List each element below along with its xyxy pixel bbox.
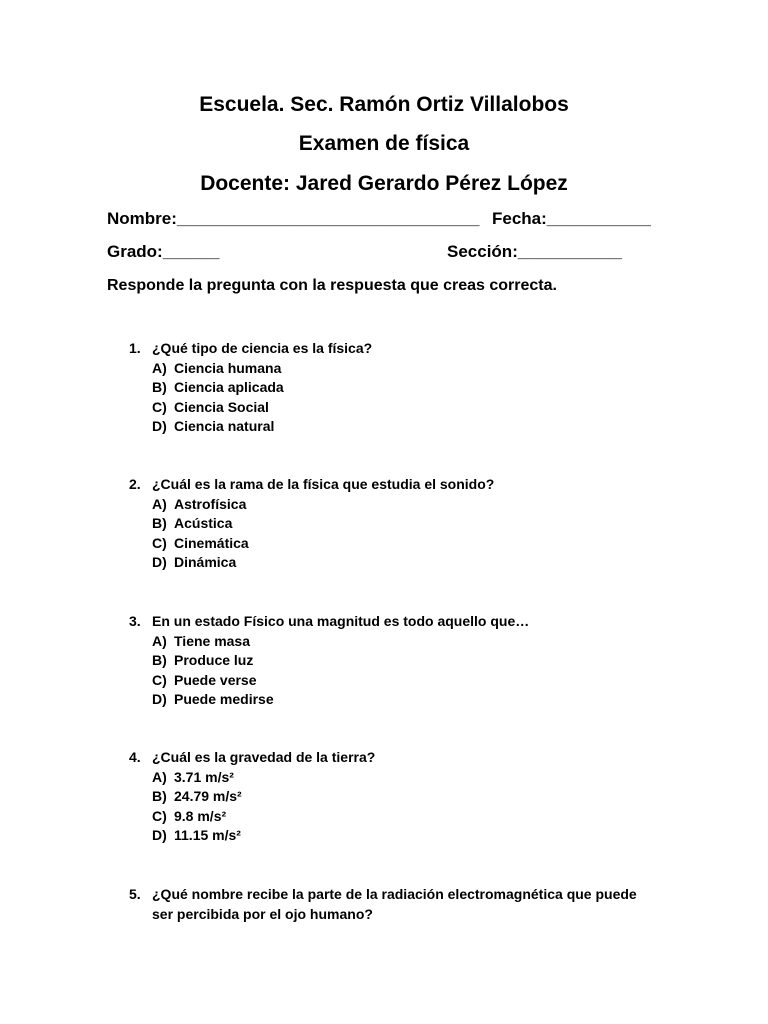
question-text: ¿Qué nombre recibe la parte de la radiación electromagnética que puede ser percibida por el ojo humano? (152, 886, 637, 922)
school-name: Escuela. Sec. Ramón Ortiz Villalobos (199, 93, 569, 116)
option-text: 3.71 m/s² (174, 768, 234, 785)
answer-option (129, 651, 649, 671)
option-text: Puede verse (174, 671, 257, 688)
answer-option (129, 495, 649, 515)
option-text: Tiene masa (174, 632, 251, 649)
question-number: 1. (129, 340, 141, 356)
question-text: En un estado Físico una magnitud es todo aquello que… (152, 613, 530, 629)
option-letter: A) (152, 632, 167, 649)
question-number: 5. (129, 886, 141, 902)
answer-option (129, 534, 649, 554)
option-letter: D) (152, 418, 167, 434)
option-text: Ciencia humana (174, 359, 282, 376)
exam-title: Examen de física (298, 132, 470, 155)
option-letter: A) (152, 495, 167, 512)
answer-option (129, 514, 649, 534)
answer-option (129, 359, 649, 379)
question-number: 3. (129, 613, 141, 629)
option-letter: D) (152, 691, 167, 707)
answer-option (129, 768, 649, 788)
option-text: Ciencia natural (174, 418, 275, 434)
option-text: Astrofísica (174, 495, 247, 512)
date-field: Fecha:___________ (492, 209, 651, 228)
option-letter: D) (152, 554, 167, 570)
question (129, 475, 649, 573)
question-number: 4. (129, 749, 141, 765)
answer-option (129, 632, 649, 652)
answer-option (129, 417, 649, 437)
option-letter: A) (152, 359, 167, 376)
grade-field: Grado:______ (107, 242, 220, 261)
answer-option (129, 787, 649, 807)
option-text: Produce luz (174, 652, 254, 668)
option-text: Ciencia Social (174, 398, 269, 415)
question (129, 612, 649, 710)
section-field: Sección:___________ (447, 242, 622, 261)
question-text: ¿Qué tipo de ciencia es la física? (152, 340, 373, 356)
answer-option (129, 671, 649, 691)
option-text: 24.79 m/s² (174, 788, 242, 804)
question (129, 885, 649, 924)
option-text: Puede medirse (174, 691, 274, 707)
option-letter: B) (152, 788, 167, 804)
answer-option (129, 826, 649, 846)
name-field: Nombre:________________________________ (107, 209, 480, 228)
option-letter: B) (152, 515, 167, 531)
option-text: 9.8 m/s² (174, 807, 227, 824)
option-letter: C) (152, 398, 167, 415)
question-number: 2. (129, 476, 141, 492)
option-letter: D) (152, 827, 167, 843)
question-text: ¿Cuál es la rama de la física que estudia el sonido? (152, 476, 495, 492)
option-letter: C) (152, 671, 167, 688)
option-text: Ciencia aplicada (174, 379, 284, 395)
teacher-name: Docente: Jared Gerardo Pérez López (200, 172, 568, 195)
answer-option (129, 398, 649, 418)
option-letter: C) (152, 534, 167, 551)
option-text: 11.15 m/s² (174, 827, 241, 843)
option-text: Cinemática (174, 534, 249, 551)
question (129, 748, 649, 846)
answer-option (129, 690, 649, 710)
question-text: ¿Cuál es la gravedad de la tierra? (152, 749, 376, 765)
option-letter: C) (152, 807, 167, 824)
option-letter: A) (152, 768, 167, 785)
answer-option (129, 378, 649, 398)
option-letter: B) (152, 652, 167, 668)
answer-option (129, 553, 649, 573)
option-text: Acústica (174, 515, 233, 531)
option-letter: B) (152, 379, 167, 395)
option-text: Dinámica (174, 554, 237, 570)
answer-option (129, 807, 649, 827)
instructions: Responde la pregunta con la respuesta que creas correcta. (107, 277, 557, 294)
question (129, 339, 649, 437)
